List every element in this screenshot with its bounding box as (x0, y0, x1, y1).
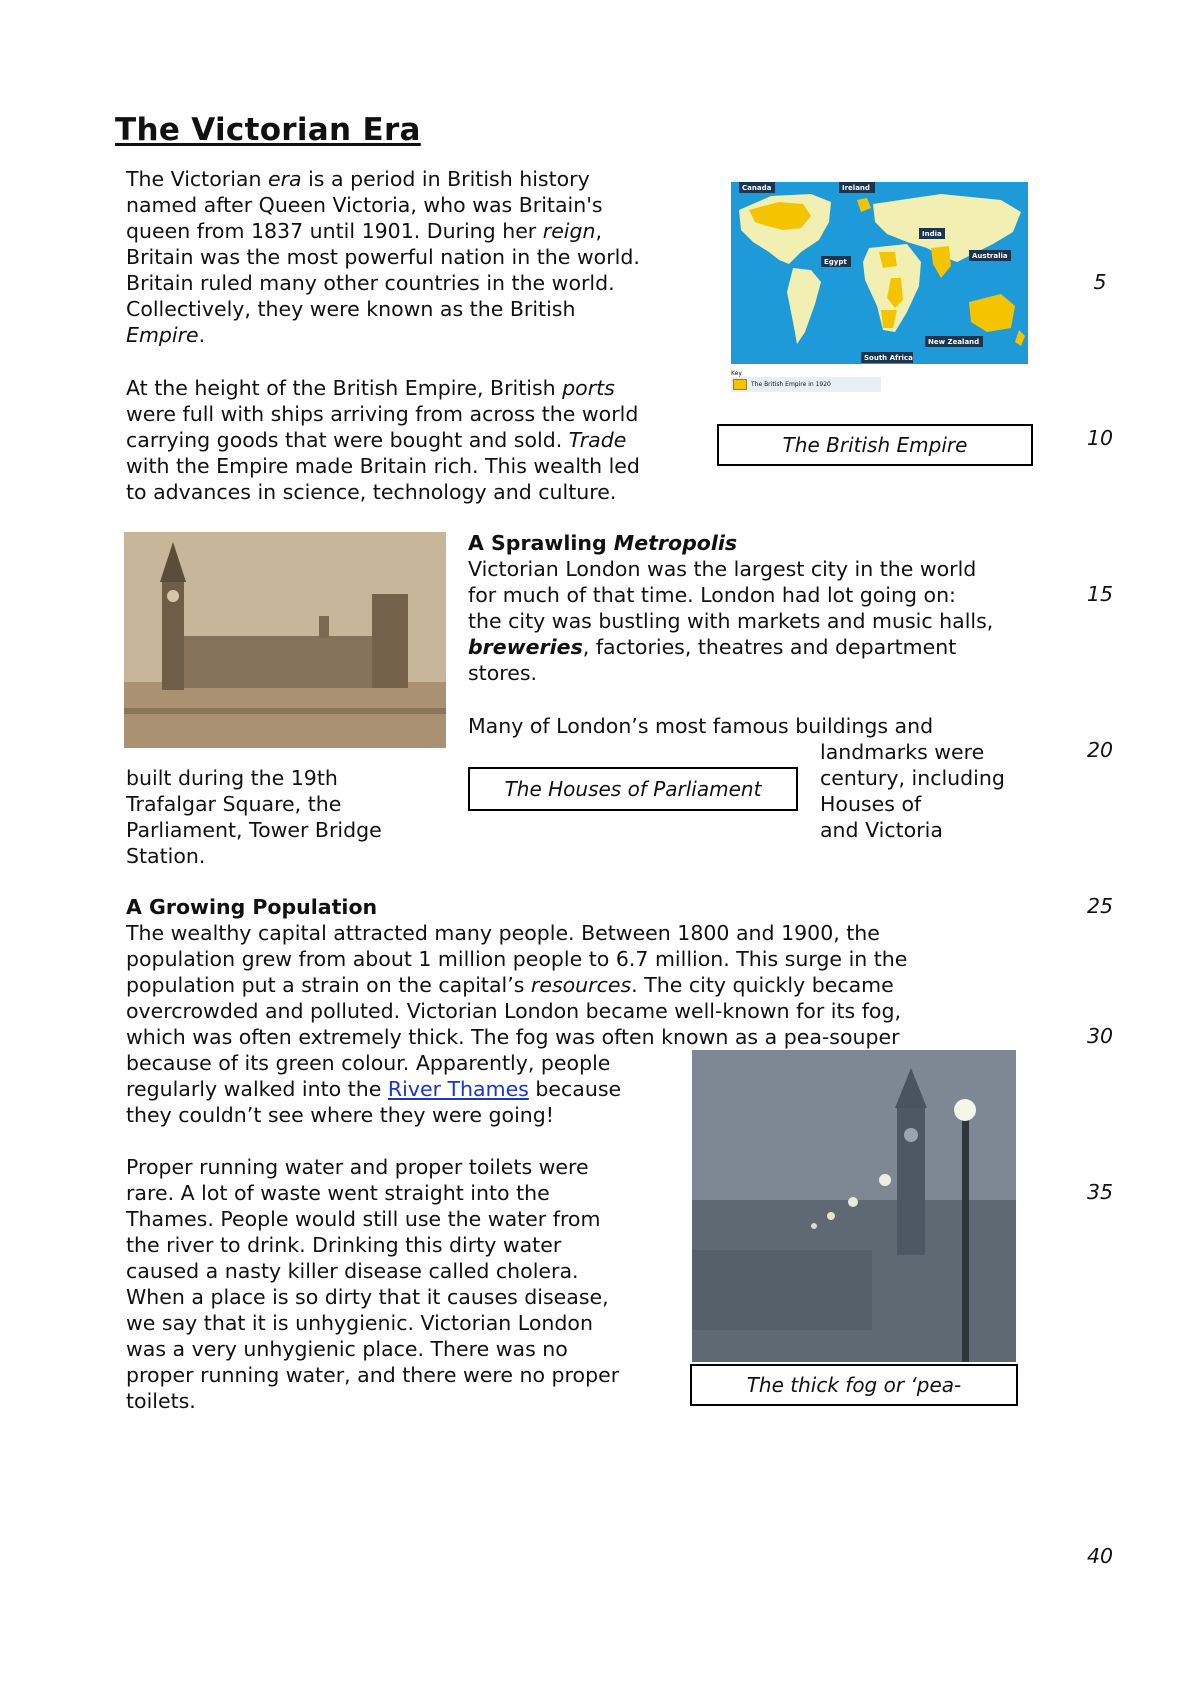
line-number: 35 (1086, 1180, 1114, 1204)
text-segment: The wealthy capital attracted many people. Between 1800 and 1900, the (126, 921, 880, 945)
text-line (126, 427, 706, 453)
map-key (731, 370, 881, 398)
line-number: 40 (1086, 1544, 1114, 1568)
line-number: 30 (1086, 1024, 1114, 1048)
line-number: 15 (1086, 582, 1114, 606)
text-line (126, 1232, 686, 1258)
metropolis-heading-text: A Sprawling (468, 531, 614, 555)
text-line: and Victoria (820, 818, 943, 842)
map-label-new-zealand: New Zealand (928, 338, 980, 346)
text-segment: rare. A lot of waste went straight into the (126, 1181, 550, 1205)
text-segment: , factories, theatres and department (582, 635, 957, 659)
houses-of-parliament-photo (124, 532, 446, 748)
map-label-australia: Australia (972, 252, 1008, 260)
photo-crowd (124, 708, 446, 714)
fog-lamp-light (848, 1197, 858, 1207)
line-number: 5 (1093, 270, 1107, 294)
text-segment: regularly walked into the (126, 1077, 388, 1101)
text-segment: At the height of the British Empire, British (126, 376, 563, 400)
text-line: century, including (820, 766, 1005, 790)
map-key-row (731, 377, 881, 392)
text-segment: for much of that time. London had lot going on: (468, 583, 956, 607)
text-segment: stores. (468, 661, 538, 685)
text-segment: The Victorian (126, 167, 268, 191)
population-heading: A Growing Population (126, 895, 378, 919)
text-line (126, 1050, 686, 1076)
text-line (126, 244, 706, 270)
map-label-egypt: Egypt (824, 258, 847, 266)
text-segment: Proper running water and proper toilets were (126, 1155, 589, 1179)
photo-central-spire (319, 616, 329, 638)
photo-victoria-tower (372, 594, 408, 688)
text-line (126, 401, 706, 427)
metropolis-heading (468, 530, 737, 556)
text-segment: . (198, 323, 206, 347)
intro-paragraph-2 (126, 375, 706, 505)
text-segment: to advances in science, technology and culture. (126, 480, 617, 504)
fog-lamp-light (811, 1223, 817, 1229)
text-segment: population grew from about 1 million people to 6.7 million. This surge in the (126, 947, 908, 971)
text-segment: we say that it is unhygienic. Victorian London (126, 1311, 593, 1335)
british-empire-map (731, 182, 1028, 364)
parliament-caption: The Houses of Parliament (468, 767, 798, 811)
text-line (468, 608, 1048, 634)
text-segment: When a place is so dirty that it causes disease, (126, 1285, 609, 1309)
fog-photo (692, 1050, 1016, 1362)
river-thames-link[interactable]: River Thames (387, 1077, 529, 1101)
text-segment: , (595, 219, 603, 243)
text-line (126, 1076, 686, 1102)
text-line: Station. (126, 844, 206, 868)
text-line (126, 972, 1056, 998)
text-line (126, 946, 1056, 972)
text-line (126, 920, 1056, 946)
italic-term: resources (530, 973, 632, 997)
photo-street (124, 682, 446, 748)
text-segment: because (528, 1077, 622, 1101)
text-line (468, 556, 1048, 582)
map-label-south-africa: South Africa (864, 354, 913, 362)
text-segment: the river to drink. Drinking this dirty water (126, 1233, 562, 1257)
italic-term: reign (542, 219, 596, 243)
text-line (126, 1284, 686, 1310)
text-line (126, 166, 706, 192)
text-segment: Britain ruled many other countries in the world. (126, 271, 615, 295)
text-line (468, 660, 1048, 686)
fog-caption: The thick fog or ‘pea- (690, 1364, 1018, 1406)
text-segment: which was often extremely thick. The fog was often known as a pea-souper (126, 1025, 900, 1049)
italic-term: era (267, 167, 302, 191)
text-segment: caused a nasty killer disease called cholera. (126, 1259, 579, 1283)
population-paragraph-2 (126, 1154, 686, 1414)
text-line (468, 582, 1048, 608)
text-line (126, 998, 1056, 1024)
text-segment: was a very unhygienic place. There was no (126, 1337, 568, 1361)
text-line: Parliament, Tower Bridge (126, 818, 382, 842)
text-line (126, 375, 706, 401)
text-line (126, 1154, 686, 1180)
text-line (126, 1102, 686, 1128)
fog-river (692, 1250, 872, 1330)
intro-paragraph-1 (126, 166, 706, 348)
text-segment: proper running water, and there were no proper (126, 1363, 620, 1387)
text-segment: Britain was the most powerful nation in the world. (126, 245, 640, 269)
text-line (126, 192, 706, 218)
text-segment: population put a strain on the capital’s (126, 973, 531, 997)
fog-clock-face (904, 1128, 918, 1142)
fog-clock-tower (897, 1105, 925, 1255)
fog-lamp-light (954, 1099, 976, 1121)
map-label-india: India (922, 230, 942, 238)
photo-parliament-facade (184, 636, 374, 688)
text-line (126, 322, 706, 348)
italic-term: Trade (568, 428, 627, 452)
map-key-swatch (733, 379, 747, 390)
metropolis-paragraph-2-right (820, 739, 1060, 843)
text-line: Trafalgar Square, the (126, 792, 342, 816)
text-line (126, 453, 706, 479)
text-segment: is a period in British history (301, 167, 590, 191)
text-line (126, 1362, 686, 1388)
page-title: The Victorian Era (115, 112, 421, 148)
metropolis-heading-italic: Metropolis (613, 531, 738, 555)
map-key-label: The British Empire in 1920 (751, 381, 831, 388)
metropolis-paragraph-2-left (126, 765, 466, 869)
text-line (126, 1336, 686, 1362)
text-segment: because of its green colour. Apparently, people (126, 1051, 611, 1075)
text-segment: toilets. (126, 1389, 196, 1413)
text-segment: queen from 1837 until 1901. During her (126, 219, 543, 243)
text-line: landmarks were (820, 740, 985, 764)
map-label-canada: Canada (742, 184, 772, 192)
text-segment: they couldn’t see where they were going! (126, 1103, 555, 1127)
map-key-title: Key (731, 370, 742, 377)
fog-lamp-post (962, 1110, 969, 1362)
text-segment: with the Empire made Britain rich. This wealth led (126, 454, 640, 478)
text-segment: overcrowded and polluted. Victorian London became well-known for its fog, (126, 999, 901, 1023)
text-line (126, 479, 706, 505)
population-paragraph-1-continued (126, 1050, 686, 1128)
text-line (126, 218, 706, 244)
map-label-ireland: Ireland (842, 184, 870, 192)
bold-italic-term: breweries (468, 635, 583, 659)
text-line (126, 270, 706, 296)
map-caption: The British Empire (717, 424, 1033, 466)
text-segment: carrying goods that were bought and sold. (126, 428, 569, 452)
text-segment: Collectively, they were known as the British (126, 297, 576, 321)
line-number: 20 (1086, 738, 1114, 762)
fog-lamp-light (879, 1174, 891, 1186)
line-number: 25 (1086, 894, 1114, 918)
text-segment: named after Queen Victoria, who was Britain's (126, 193, 603, 217)
text-segment: Thames. People would still use the water from (126, 1207, 601, 1231)
metropolis-paragraph-2-first-line: Many of London’s most famous buildings and (468, 714, 934, 738)
text-line (126, 1180, 686, 1206)
fog-lamp-light (827, 1212, 835, 1220)
text-line (468, 634, 1048, 660)
text-line (126, 1206, 686, 1232)
text-line: built during the 19th (126, 766, 338, 790)
text-line: Houses of (820, 792, 922, 816)
text-segment: . The city quickly became (631, 973, 894, 997)
text-segment: were full with ships arriving from across the world (126, 402, 639, 426)
text-line (126, 1388, 686, 1414)
metropolis-paragraph-1 (468, 556, 1048, 686)
text-segment: the city was bustling with markets and music halls, (468, 609, 994, 633)
text-line (126, 1310, 686, 1336)
line-number: 10 (1086, 426, 1114, 450)
photo-clock-face (167, 590, 179, 602)
text-segment: Victorian London was the largest city in the world (468, 557, 977, 581)
italic-term: ports (562, 376, 615, 400)
population-paragraph-1 (126, 920, 1056, 1050)
text-line (126, 1258, 686, 1284)
text-line (126, 1024, 1056, 1050)
italic-term: Empire (126, 323, 199, 347)
text-line (126, 296, 706, 322)
